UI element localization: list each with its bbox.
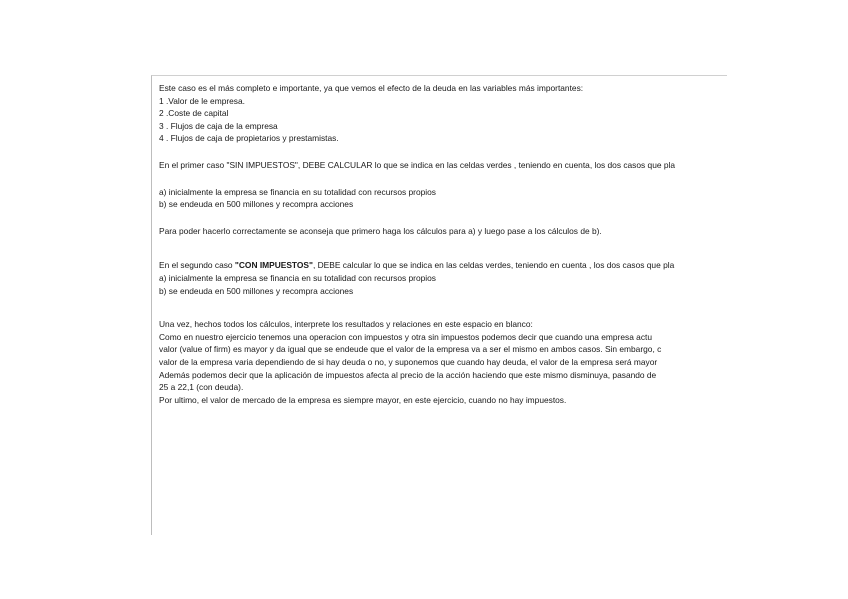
intro-item: 1 .Valor de le empresa.	[159, 95, 245, 106]
case2-prefix: En el segundo caso	[159, 260, 235, 271]
answer-line: Además podemos decir que la aplicación de impuestos afecta al precio de la acción haciendo que este mismo disminuya, pasando de	[159, 369, 657, 380]
answer-line: valor (value of firm) es mayor y da igual que se endeude que el valor de la empresa va a ser el mismo en ambos casos. Sin embargo, c	[159, 344, 662, 355]
text-box	[151, 75, 727, 535]
intro-line: Este caso es el más completo e importante, ya que vemos el efecto de la deuda en las variables más importantes:	[159, 83, 584, 93]
intro-item: 3 . Flujos de caja de la empresa	[159, 120, 278, 131]
case2-keyword: "CON IMPUESTOS"	[234, 260, 313, 271]
answer-line: 25 a 22,1 (con deuda).	[159, 382, 244, 393]
case1-option-b: b) se endeuda en 500 millones y recompra acciones	[159, 199, 354, 210]
interpretation-prompt: Una vez, hechos todos los cálculos, interprete los resultados y relaciones en este espacio en blanco:	[159, 319, 533, 330]
case1-advice: Para poder hacerlo correctamente se aconseja que primero haga los cálculos para a) y luego pase a los cálculos de b).	[159, 225, 602, 236]
case2-option-a: a) inicialmente la empresa se financia en su totalidad con recursos propios	[159, 272, 436, 283]
case1-statement	[159, 159, 727, 172]
intro-item: 4 . Flujos de caja de propietarios y prestamistas.	[159, 133, 339, 144]
case2-option-b: b) se endeuda en 500 millones y recompra acciones	[159, 285, 354, 296]
case1-prefix: En el primer caso	[159, 159, 227, 170]
intro-item: 2 .Coste de capital	[159, 108, 229, 119]
case1-keyword: "SIN IMPUESTOS"	[226, 159, 298, 170]
case2-statement	[159, 259, 727, 272]
case1-option-a: a) inicialmente la empresa se financia en su totalidad con recursos propios	[159, 186, 436, 197]
case1-suffix: , DEBE CALCULAR lo que se indica en las celdas verdes , teniendo en cuenta, los dos casos que pla	[297, 159, 676, 170]
instructions-text	[159, 82, 727, 406]
case2-suffix: , DEBE calcular lo que se indica en las celdas verdes, teniendo en cuenta , los dos casos que pla	[312, 260, 675, 271]
answer-line: Por ultimo, el valor de mercado de la empresa es siempre mayor, en este ejercicio, cuando no hay impuestos.	[159, 394, 567, 405]
answer-line: Como en nuestro ejercicio tenemos una operacion con impuestos y otra sin impuestos podemos decir que cuando una empresa actu	[159, 331, 653, 342]
answer-line: valor de la empresa varia dependiendo de si hay deuda o no, y suponemos que cuando hay deuda, el valor de la empresa será mayor	[159, 356, 658, 367]
